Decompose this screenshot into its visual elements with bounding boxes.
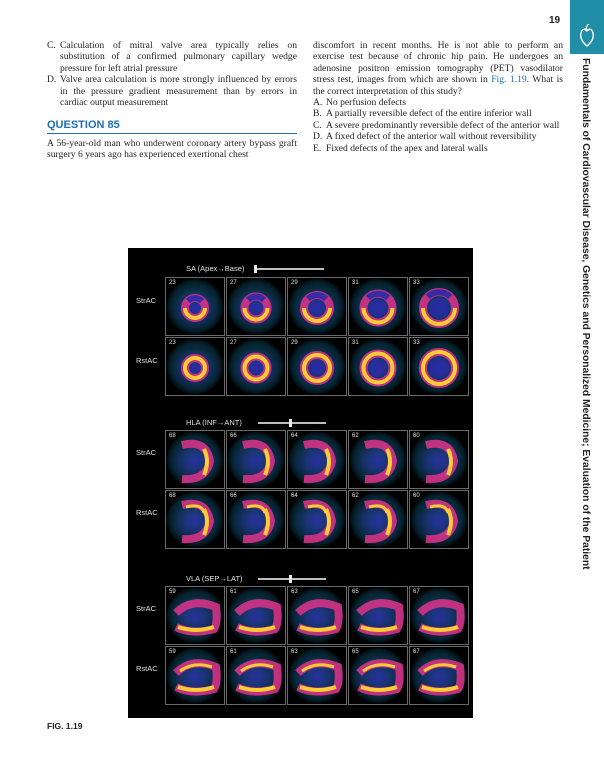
option-text: A severe predominantly reversible defect of the anterior wall — [326, 119, 560, 131]
slice-number: 67 — [413, 589, 420, 595]
slice-number: 66 — [230, 493, 237, 499]
slice-tile — [409, 430, 469, 489]
option-letter: D. — [47, 74, 57, 86]
option-c — [313, 120, 563, 131]
slice-number: 27 — [230, 280, 237, 286]
slice-tile — [348, 646, 408, 705]
slice-number: 23 — [169, 280, 176, 286]
slice-tile — [348, 277, 408, 336]
option-c — [47, 40, 297, 74]
slice-tile — [226, 430, 286, 489]
slice-number: 65 — [352, 649, 359, 655]
slice-tile — [165, 337, 225, 396]
option-d — [47, 74, 297, 108]
slice-tile — [348, 490, 408, 549]
slice-number: 64 — [291, 493, 298, 499]
stem-text: . What is the correct interpretation of this study? — [313, 74, 563, 97]
slice-tile — [226, 490, 286, 549]
slice-number: 59 — [169, 589, 176, 595]
option-text: Valve area calculation is more strongly influenced by errors in the pressure gradient measurement than by errors in cardiac output measurement — [60, 74, 297, 109]
slice-tile — [226, 646, 286, 705]
question-stem-continued — [313, 40, 563, 97]
pet-perfusion-figure — [128, 248, 473, 718]
slice-tile — [287, 430, 347, 489]
slice-number: 23 — [169, 340, 176, 346]
option-letter: A. — [313, 97, 323, 109]
row-label-sa-stress: StrAC — [136, 296, 157, 305]
slice-tile — [409, 277, 469, 336]
heart-icon — [578, 24, 596, 48]
slice-number: 64 — [291, 433, 298, 439]
option-b — [313, 108, 563, 119]
slice-number: 63 — [291, 589, 298, 595]
slice-tile — [348, 430, 408, 489]
row-label-hla-stress: StrAC — [136, 448, 157, 457]
running-head-text: Fundamentals of Cardiovascular Disease, Genetics and Personalized Medicine; Evaluation of the Patient — [580, 58, 591, 570]
row-label-vla-rest: RstAC — [136, 664, 158, 673]
slice-tile — [165, 430, 225, 489]
slice-number: 33 — [413, 340, 420, 346]
slice-number: 33 — [413, 280, 420, 286]
slice-tile — [165, 586, 225, 645]
slice-number: 29 — [291, 280, 298, 286]
option-text: Calculation of mitral valve area typically relies on substitution of a confirmed pulmonary capillary wedge pressure for left atrial pressure — [60, 40, 297, 74]
slice-tile — [287, 490, 347, 549]
slice-number: 29 — [291, 340, 298, 346]
slice-tile — [287, 646, 347, 705]
question-heading: QUESTION 85 — [47, 120, 297, 133]
figure-reference-link[interactable]: Fig. 1.19 — [491, 74, 527, 86]
option-text: A partially reversible defect of the entire inferior wall — [326, 108, 532, 120]
slice-number: 31 — [352, 340, 359, 346]
option-letter: D. — [313, 131, 323, 143]
slice-number: 68 — [169, 433, 176, 439]
row-label-vla-stress: StrAC — [136, 604, 157, 613]
slice-number: 63 — [291, 649, 298, 655]
row-label-sa-rest: RstAC — [136, 356, 158, 365]
slice-number: 62 — [352, 493, 359, 499]
slice-tile — [348, 337, 408, 396]
slice-number: 68 — [169, 493, 176, 499]
slice-number: 31 — [352, 280, 359, 286]
slice-number: 62 — [352, 433, 359, 439]
option-d — [313, 131, 563, 142]
running-head — [575, 58, 597, 570]
slice-tile — [226, 586, 286, 645]
slice-tile — [409, 337, 469, 396]
stem-text: discomfort in recent months. He is not able to perform an exercise test because of chronic hip pain. He undergoes an adenosine positron emission tomography (PET) vasodilator stress test, images from which are shown in — [313, 40, 563, 86]
option-a — [313, 97, 563, 108]
sa-slice-slider — [256, 268, 324, 270]
option-e — [313, 143, 563, 154]
slice-number: 27 — [230, 340, 237, 346]
option-letter: C. — [313, 119, 322, 131]
left-column — [47, 40, 297, 161]
section-title-sa: SA (Apex→Base) — [186, 264, 245, 273]
slice-tile — [287, 586, 347, 645]
row-label-hla-rest: RstAC — [136, 508, 158, 517]
right-column — [313, 40, 563, 154]
vla-slider-knob — [289, 575, 292, 583]
slice-tile — [226, 277, 286, 336]
slice-number: 65 — [352, 589, 359, 595]
sa-slider-knob — [254, 265, 257, 273]
slice-tile — [409, 586, 469, 645]
page-number: 19 — [549, 15, 561, 26]
slice-number: 61 — [230, 649, 237, 655]
slice-tile — [287, 277, 347, 336]
slice-tile — [165, 277, 225, 336]
slice-number: 67 — [413, 649, 420, 655]
option-letter: C. — [47, 40, 56, 51]
option-text: A fixed defect of the anterior wall without reversibility — [326, 131, 537, 143]
vla-slice-slider — [258, 578, 326, 580]
slice-number: 61 — [230, 589, 237, 595]
hla-slider-knob — [289, 419, 292, 427]
chapter-tab — [570, 0, 604, 54]
figure-caption: FIG. 1.19 — [47, 721, 83, 731]
slice-number: 60 — [413, 433, 420, 439]
slice-number: 59 — [169, 649, 176, 655]
option-text: No perfusion defects — [326, 97, 406, 109]
slice-tile — [165, 646, 225, 705]
slice-tile — [165, 490, 225, 549]
slice-tile — [348, 586, 408, 645]
slice-tile — [287, 337, 347, 396]
option-letter: E. — [313, 142, 322, 154]
hla-slice-slider — [258, 422, 326, 424]
slice-tile — [409, 646, 469, 705]
section-title-hla: HLA (INF→ANT) — [186, 418, 242, 427]
slice-tile — [226, 337, 286, 396]
slice-number: 66 — [230, 433, 237, 439]
option-text: Fixed defects of the apex and lateral walls — [326, 142, 488, 154]
option-letter: B. — [313, 108, 322, 120]
section-title-vla: VLA (SEP→LAT) — [186, 574, 243, 583]
question-stem: A 56-year-old man who underwent coronary artery bypass graft surgery 6 years ago has experienced exertional chest — [47, 137, 297, 161]
slice-number: 60 — [413, 493, 420, 499]
slice-tile — [409, 490, 469, 549]
